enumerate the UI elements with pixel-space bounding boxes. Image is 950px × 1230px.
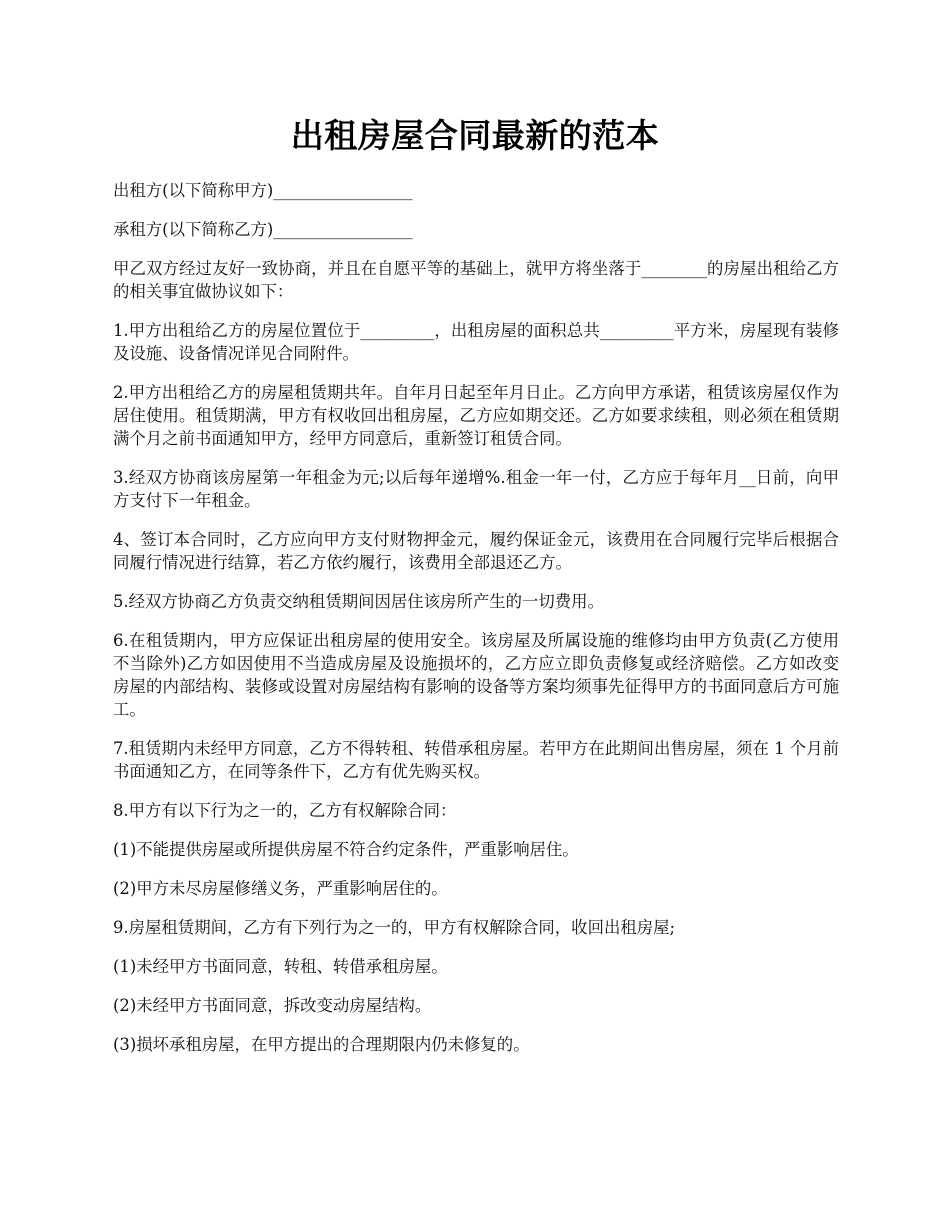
clause-8-item-2: (2)甲方未尽房屋修缮义务，严重影响居住的。 xyxy=(113,879,448,898)
clause-4: 4、签订本合同时，乙方应向甲方支付财物押金元，履约保证金元，该费用在合同履行完毕后根据合同履行情况进行结算，若乙方依约履行，该费用全部退还乙方。 xyxy=(113,530,839,572)
clause-8: 8.甲方有以下行为之一的，乙方有权解除合同： xyxy=(113,801,457,820)
clause-7: 7.租赁期内未经甲方同意，乙方不得转租、转借承租房屋。若甲方在此期间出售房屋，须在 1 个月前书面通知乙方，在同等条件下，乙方有优先购买权。 xyxy=(113,739,839,781)
lessor-line: 出租方(以下简称甲方)_________________ xyxy=(113,181,413,200)
clause-6: 6.在租赁期内，甲方应保证出租房屋的使用安全。该房屋及所属设施的维修均由甲方负责(乙方使用不当除外)乙方如因使用不当造成房屋及设施损坏的，乙方应立即负责修复或经济赔偿。乙方如改变房屋的内部结构、装修或设置对房屋结构有影响的设备等方案均须事先征得甲方的书面同意后方可施工。 xyxy=(113,631,839,719)
clause-9-item-1: (1)未经甲方书面同意，转租、转借承租房屋。 xyxy=(113,957,448,976)
clause-3: 3.经双方协商该房屋第一年租金为元;以后每年递增%.租金一年一付，乙方应于每年月__日前，向甲方支付下一年租金。 xyxy=(113,468,839,510)
clause-8-item-1: (1)不能提供房屋或所提供房屋不符合约定条件，严重影响居住。 xyxy=(113,840,579,859)
document-body xyxy=(113,179,839,1072)
preamble-paragraph: 甲乙双方经过友好一致协商，并且在自愿平等的基础上，就甲方将坐落于________的房屋出租给乙方的相关事宜做协议如下： xyxy=(113,259,839,301)
lessee-line: 承租方(以下简称乙方)_________________ xyxy=(113,220,413,239)
clause-1: 1.甲方出租给乙方的房屋位置位于_________，出租房屋的面积总共_________平方米，房屋现有装修及设施、设备情况详见合同附件。 xyxy=(113,321,839,363)
clause-9: 9.房屋租赁期间，乙方有下列行为之一的，甲方有权解除合同，收回出租房屋; xyxy=(113,918,676,937)
clause-5: 5.经双方协商乙方负责交纳租赁期间因居住该房所产生的一切费用。 xyxy=(113,592,604,611)
document-title: 出租房屋合同最新的范本 xyxy=(290,116,660,155)
clause-9-item-3: (3)损坏承租房屋，在甲方提出的合理期限内仍未修复的。 xyxy=(113,1035,530,1054)
clause-2: 2.甲方出租给乙方的房屋租赁期共年。自年月日起至年月日止。乙方向甲方承诺，租赁该房屋仅作为居住使用。租赁期满，甲方有权收回出租房屋，乙方应如期交还。乙方如要求续租，则必须在租赁期满个月之前书面通知甲方，经甲方同意后，重新签订租赁合同。 xyxy=(113,383,839,448)
clause-9-item-2: (2)未经甲方书面同意，拆改变动房屋结构。 xyxy=(113,996,432,1015)
